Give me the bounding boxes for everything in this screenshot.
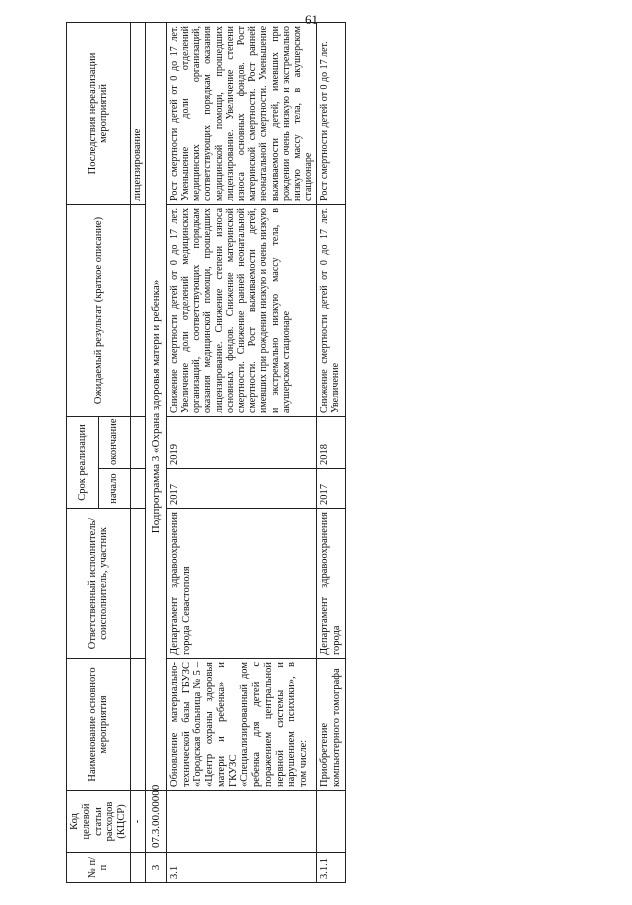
rotated-table-wrapper [66,23,566,883]
row-start: 2017 [166,468,316,508]
row-name: Обновление материально-технической базы ГБУЗС «Городская больница № 5 – «Центр охраны здоровья матери и ребенка» и ГКУЗС «Специализированный дом ребенка для детей с поражением центральной нервной системы и нарушением психики», в том числе: [166,658,316,790]
row-num: 3.1 [166,852,316,882]
row-responsible: Департамент здравоохранения города Севастополя [166,508,316,658]
row-result: Снижение смертности детей от 0 до 17 лет. Увеличение [317,204,346,416]
header-end: окончание [98,416,130,468]
licensing-consequences: лицензирование [130,22,145,204]
subprogram-row [145,22,166,882]
licensing-cell-5 [130,468,145,508]
header-start: начало [98,468,130,508]
licensing-row [130,22,145,882]
header-responsible: Ответственный исполнитель/соисполнитель, участник [67,508,131,658]
row-end: 2019 [166,416,316,468]
header-term: Срок реализации [67,416,99,508]
row-consequences: Рост смертности детей от 0 до 17 лет. Уменьшение доли отделений медицинских организаций, соответствующих порядкам оказания медицинской помощи, прошедших лицензирование. Увеличение степени износа основных фондов. Рост материнской смертности. Рост ранней неонатальной смертности. Уменьшение выживаемости детей, имевших при рождении очень низкую и экстремально низкую массу тела, в акушерском стационаре [166,22,316,204]
row-code [317,790,346,852]
header-row [67,22,99,882]
row-result: Снижение смертности детей от 0 до 17 лет. Увеличение доли отделений медицинских организаций, соответствующих порядкам оказания медицинской помощи, прошедших лицензирование. Снижение степени износа основных фондов. Снижение материнской смертности. Снижение ранней неонатальной смертности. Рост выживаемости детей, имевших при рождении низкую и очень низкую и экстремально низкую массу тела, в акушерском стационаре [166,204,316,416]
table-row [317,22,346,882]
licensing-cell-2: - [130,790,145,852]
row-num: 3.1.1 [317,852,346,882]
row-start: 2017 [317,468,346,508]
page-number: 61 [305,12,318,27]
header-name: Наименование основного мероприятия [67,658,131,790]
licensing-cell-4 [130,508,145,658]
subprogram-code: 07.3.00.00000 [145,790,166,852]
measures-table [66,21,346,882]
row-responsible: Департамент здравоохранения города [317,508,346,658]
header-num: № п/п [67,852,131,882]
licensing-cell-6 [130,416,145,468]
table-row [166,22,316,882]
header-code: Код целевой статьи расходов (КЦСР) [67,790,131,852]
subprogram-title: Подпрограмма 3 «Охрана здоровья матери и ребенка» [145,22,166,790]
header-consequences: Последствия нереализации мероприятий [67,22,131,204]
row-consequences: Рост смертности детей от 0 до 17 лет. [317,22,346,204]
row-name: Приобретение компьютерного томографа [317,658,346,790]
licensing-cell-7 [130,204,145,416]
header-result: Ожидаемый результат (краткое описание) [67,204,131,416]
row-code [166,790,316,852]
row-end: 2018 [317,416,346,468]
licensing-cell-1 [130,852,145,882]
subprogram-num: 3 [145,852,166,882]
licensing-cell-3 [130,658,145,790]
